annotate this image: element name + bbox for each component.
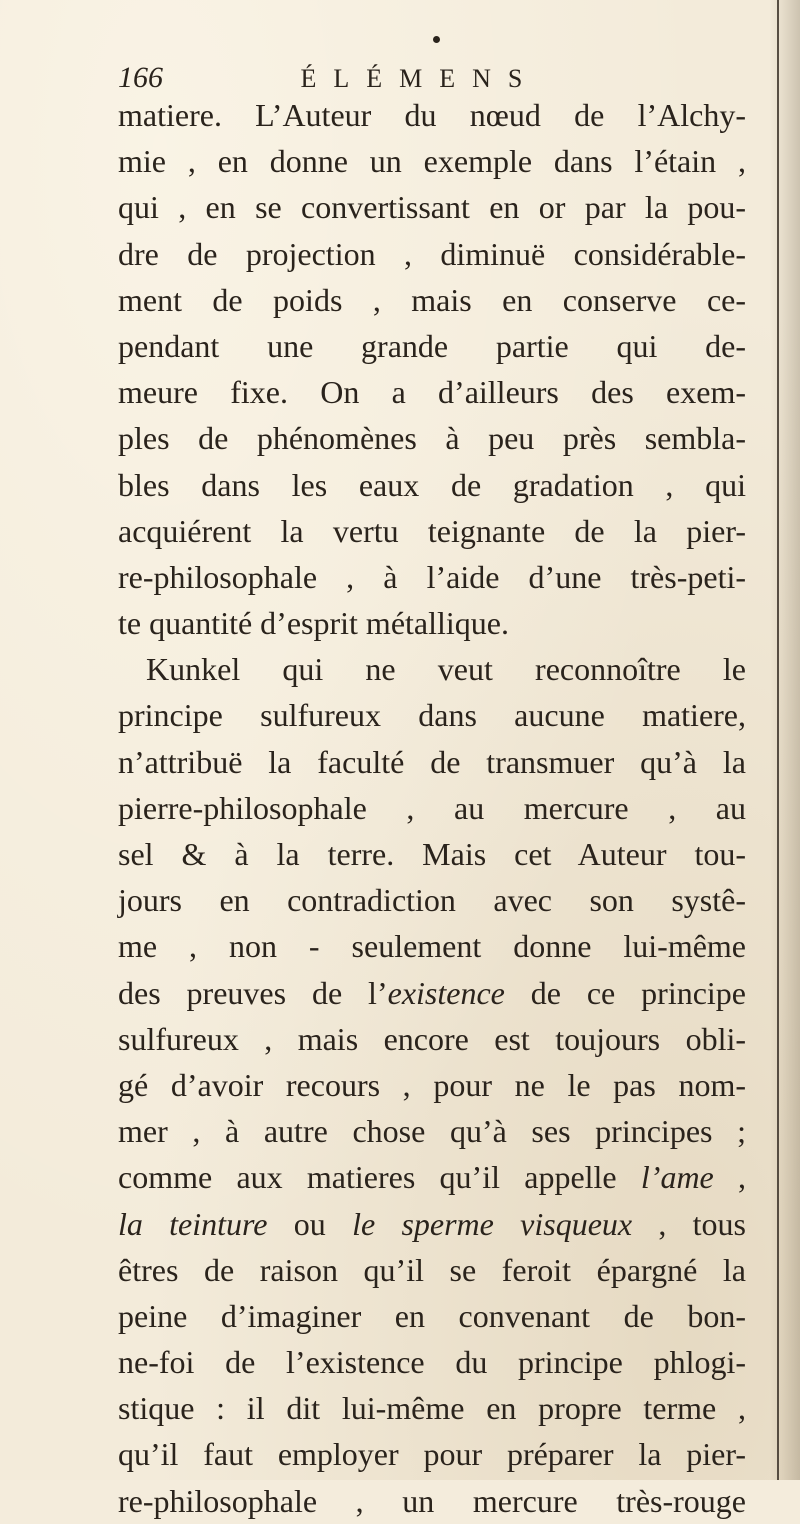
text-line: sulfureux , mais encore est toujours obli- xyxy=(118,1020,746,1057)
text-line: bles dans les eaux de gradation , qui xyxy=(118,466,746,503)
page-number: 166 xyxy=(118,61,163,94)
page-gutter-shadow xyxy=(770,0,800,1480)
body-text xyxy=(118,92,746,1524)
binding-edge-line xyxy=(777,0,779,1480)
text-line: qui , en se convertissant en or par la pou- xyxy=(118,189,746,226)
text-line: re-philosophale , à l’aide d’une très-peti- xyxy=(118,558,746,595)
italic-term: la teinture xyxy=(118,1205,268,1242)
text-line: stique : il dit lui-même en propre terme , xyxy=(118,1390,746,1427)
text-line: pierre-philosophale , au mercure , au xyxy=(118,789,746,826)
text-line: meure fixe. On a d’ailleurs des exem- xyxy=(118,374,746,411)
text-run: des preuves de l’ xyxy=(118,974,388,1011)
text-line: peine d’imaginer en convenant de bon- xyxy=(118,1297,746,1334)
text-line: ples de phénomènes à peu près sembla- xyxy=(118,420,746,457)
running-title: ÉLÉMENS xyxy=(300,64,540,93)
paragraph-start-line: Kunkel qui ne veut reconnoître le xyxy=(146,651,746,688)
text-line: n’attribuë la faculté de transmuer qu’à la xyxy=(118,743,746,780)
text-line: mer , à autre chose qu’à ses principes ; xyxy=(118,1113,746,1150)
text-line: te quantité d’esprit métallique. xyxy=(118,605,509,642)
text-line: acquiérent la vertu teignante de la pier- xyxy=(118,512,746,549)
text-line: pendant une grande partie qui de- xyxy=(118,327,746,364)
text-line: mie , en donne un exemple dans l’étain , xyxy=(118,143,746,180)
text-line: êtres de raison qu’il se feroit épargné la xyxy=(118,1251,746,1288)
text-line: ne-foi de l’existence du principe phlogi- xyxy=(118,1344,746,1381)
ink-dot xyxy=(433,36,440,43)
text-line xyxy=(118,1154,746,1200)
text-line: qu’il faut employer pour préparer la pier- xyxy=(118,1436,746,1473)
text-line: matiere. L’Auteur du nœud de l’Alchy- xyxy=(118,97,746,133)
text-line xyxy=(118,970,746,1016)
text-line: jours en contradiction avec son systê- xyxy=(118,882,746,919)
text-line: sel & à la terre. Mais cet Auteur tou- xyxy=(118,836,746,872)
text-line xyxy=(118,1201,746,1247)
text-line: re-philosophale , un mercure très-rouge xyxy=(118,1482,746,1519)
text-run: , xyxy=(713,1159,747,1196)
text-line: ment de poids , mais en conserve ce- xyxy=(118,281,746,318)
text-line: gé d’avoir recours , pour ne le pas nom- xyxy=(118,1066,746,1103)
text-run: comme aux matieres qu’il appelle xyxy=(118,1159,641,1196)
text-run: de ce principe xyxy=(504,974,747,1011)
text-line: me , non - seulement donne lui-même xyxy=(118,928,746,965)
italic-term: existence xyxy=(387,974,505,1011)
text-run: , tous xyxy=(632,1205,747,1242)
italic-term: le sperme visqueux xyxy=(352,1205,633,1242)
text-run: ou xyxy=(267,1205,353,1242)
text-line: principe sulfureux dans aucune matiere, xyxy=(118,697,746,734)
text-line: dre de projection , diminuë considérable- xyxy=(118,235,746,272)
italic-term: l’ame xyxy=(640,1159,714,1196)
